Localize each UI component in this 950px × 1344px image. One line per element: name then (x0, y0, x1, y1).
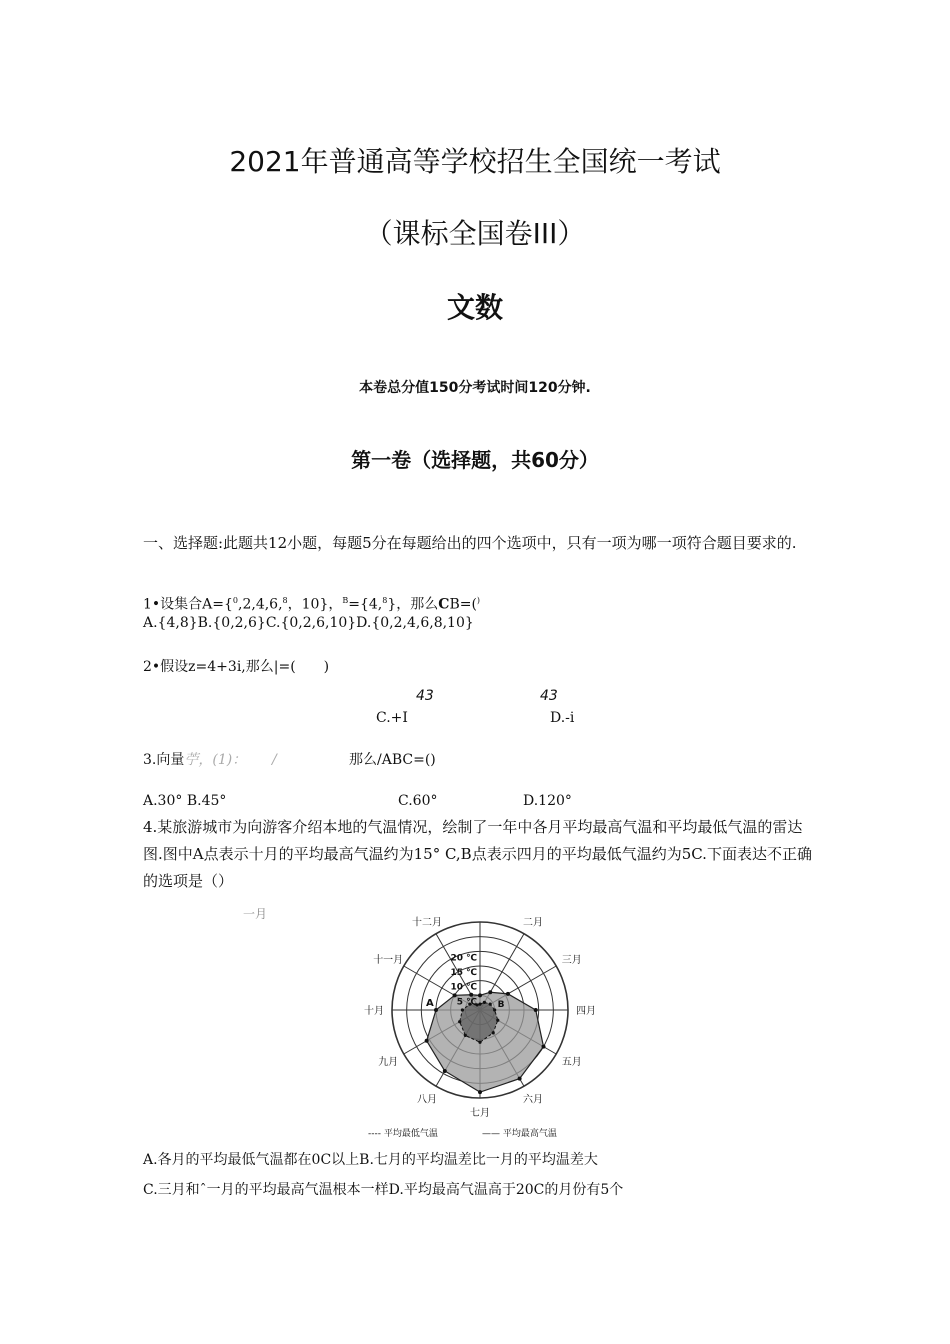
stray-month-label: 一月 (243, 907, 268, 921)
instructions: 一、选择题:此题共12小题，每题5分在每题给出的四个选项中，只有一项为哪一项符合题目要求的. (143, 534, 797, 552)
ring-label: 20 ℃ (450, 953, 477, 964)
question-3-options-ab: A.30° B.45° (143, 793, 227, 809)
series-low-point (489, 1003, 492, 1006)
series-high-point (534, 1008, 538, 1012)
question-3-option-c: C.60° (398, 793, 438, 809)
month-label: 三月 (561, 955, 582, 966)
question-3-option-d: D.120° (523, 793, 572, 809)
series-high-point (478, 1090, 482, 1094)
month-label: 十一月 (373, 955, 404, 966)
question-1-options: A.{4,8}B.{0,2,6}C.{0,2,6,10}D.{0,2,4,6,8,10} (143, 615, 474, 631)
question-2-c-fraction: 43 (416, 688, 434, 704)
series-low-point (478, 1041, 481, 1044)
series-high-point (469, 993, 473, 997)
exam-title: 2021年普通高等学校招生全国统一考试 (229, 145, 721, 178)
series-high-point (443, 1069, 447, 1073)
month-label: 八月 (417, 1094, 437, 1106)
series-low-point (496, 1019, 499, 1022)
radar-chart (350, 910, 610, 1145)
ring-label: 10 ℃ (450, 982, 477, 993)
series-high-point (478, 993, 482, 997)
month-label: 六月 (523, 1094, 543, 1106)
question-4-options-cd: C.三月和ˆ一月的平均最高气温根本一样D.平均最高气温高于20C的月份有5个 (143, 1182, 624, 1198)
month-label: 十二月 (412, 917, 442, 929)
series-low-point (492, 1031, 495, 1034)
month-label: 七月 (470, 1108, 490, 1119)
series-high-point (425, 1039, 429, 1043)
question-2-option-c: C.+I (376, 710, 408, 726)
month-label: 四月 (576, 1006, 596, 1017)
question-3-stem: 3.向量苧，(1)： (143, 752, 247, 768)
month-label: 九月 (378, 1057, 399, 1068)
section-title: 第一卷（选择题，共60分） (351, 448, 599, 472)
legend-low: ---- 平均最低气温 (368, 1129, 438, 1139)
series-low-point (478, 1003, 481, 1006)
series-low-point (461, 1008, 464, 1011)
exam-subtitle: （课标全国卷III） (364, 217, 586, 250)
question-3-slash: / (272, 752, 277, 768)
complement-symbol: C (438, 596, 450, 613)
point-a-label: A (426, 998, 434, 1009)
month-label: 十月 (364, 1006, 384, 1017)
ring-label: 15 ℃ (450, 968, 477, 978)
series-high-point (506, 992, 510, 996)
question-2-stem: 2•假设z=4+3i,那么|=( ) (143, 659, 330, 675)
point-b-label: B (497, 1000, 505, 1010)
series-high-point (434, 1008, 438, 1012)
series-high-point (488, 990, 492, 994)
series-low-point (458, 1020, 461, 1023)
question-2-d-fraction: 43 (540, 688, 558, 704)
question-4-options-ab: A.各月的平均最低气温都在0C以上B.七月的平均温差比一月的平均温差大 (143, 1152, 598, 1168)
question-2-option-d: D.-i (550, 710, 575, 726)
legend-high: —— 平均最高气温 (482, 1129, 557, 1139)
ring-label: 5 ℃ (456, 997, 477, 1008)
series-low-point (493, 1008, 496, 1011)
question-1-stem: 1•设集合A={$^0$,2,4,6,$^8$，10}，$^B$={4,$^8$}，那么CB=() (143, 596, 481, 613)
series-low-point (464, 1034, 467, 1037)
series-high-point (542, 1045, 546, 1049)
series-low-point (483, 1001, 486, 1004)
exam-subject: 文数 (446, 291, 503, 324)
exam-note: 本卷总分值150分考试时间120分钟. (359, 380, 591, 396)
question-4-stem: 4.某旅游城市为向游客介绍本地的气温情况，绘制了一年中各月平均最高气温和平均最低气温的雷达图.图中A点表示十月的平均最高气温约为15° C,B点表示四月的平均最低气温约为5C.下面表达不正确的选项是（） (143, 818, 812, 890)
month-label: 二月 (523, 917, 543, 929)
month-label: 五月 (561, 1057, 582, 1068)
series-high-point (518, 1077, 522, 1081)
question-3-ask: 那么/ABC=() (349, 752, 436, 768)
